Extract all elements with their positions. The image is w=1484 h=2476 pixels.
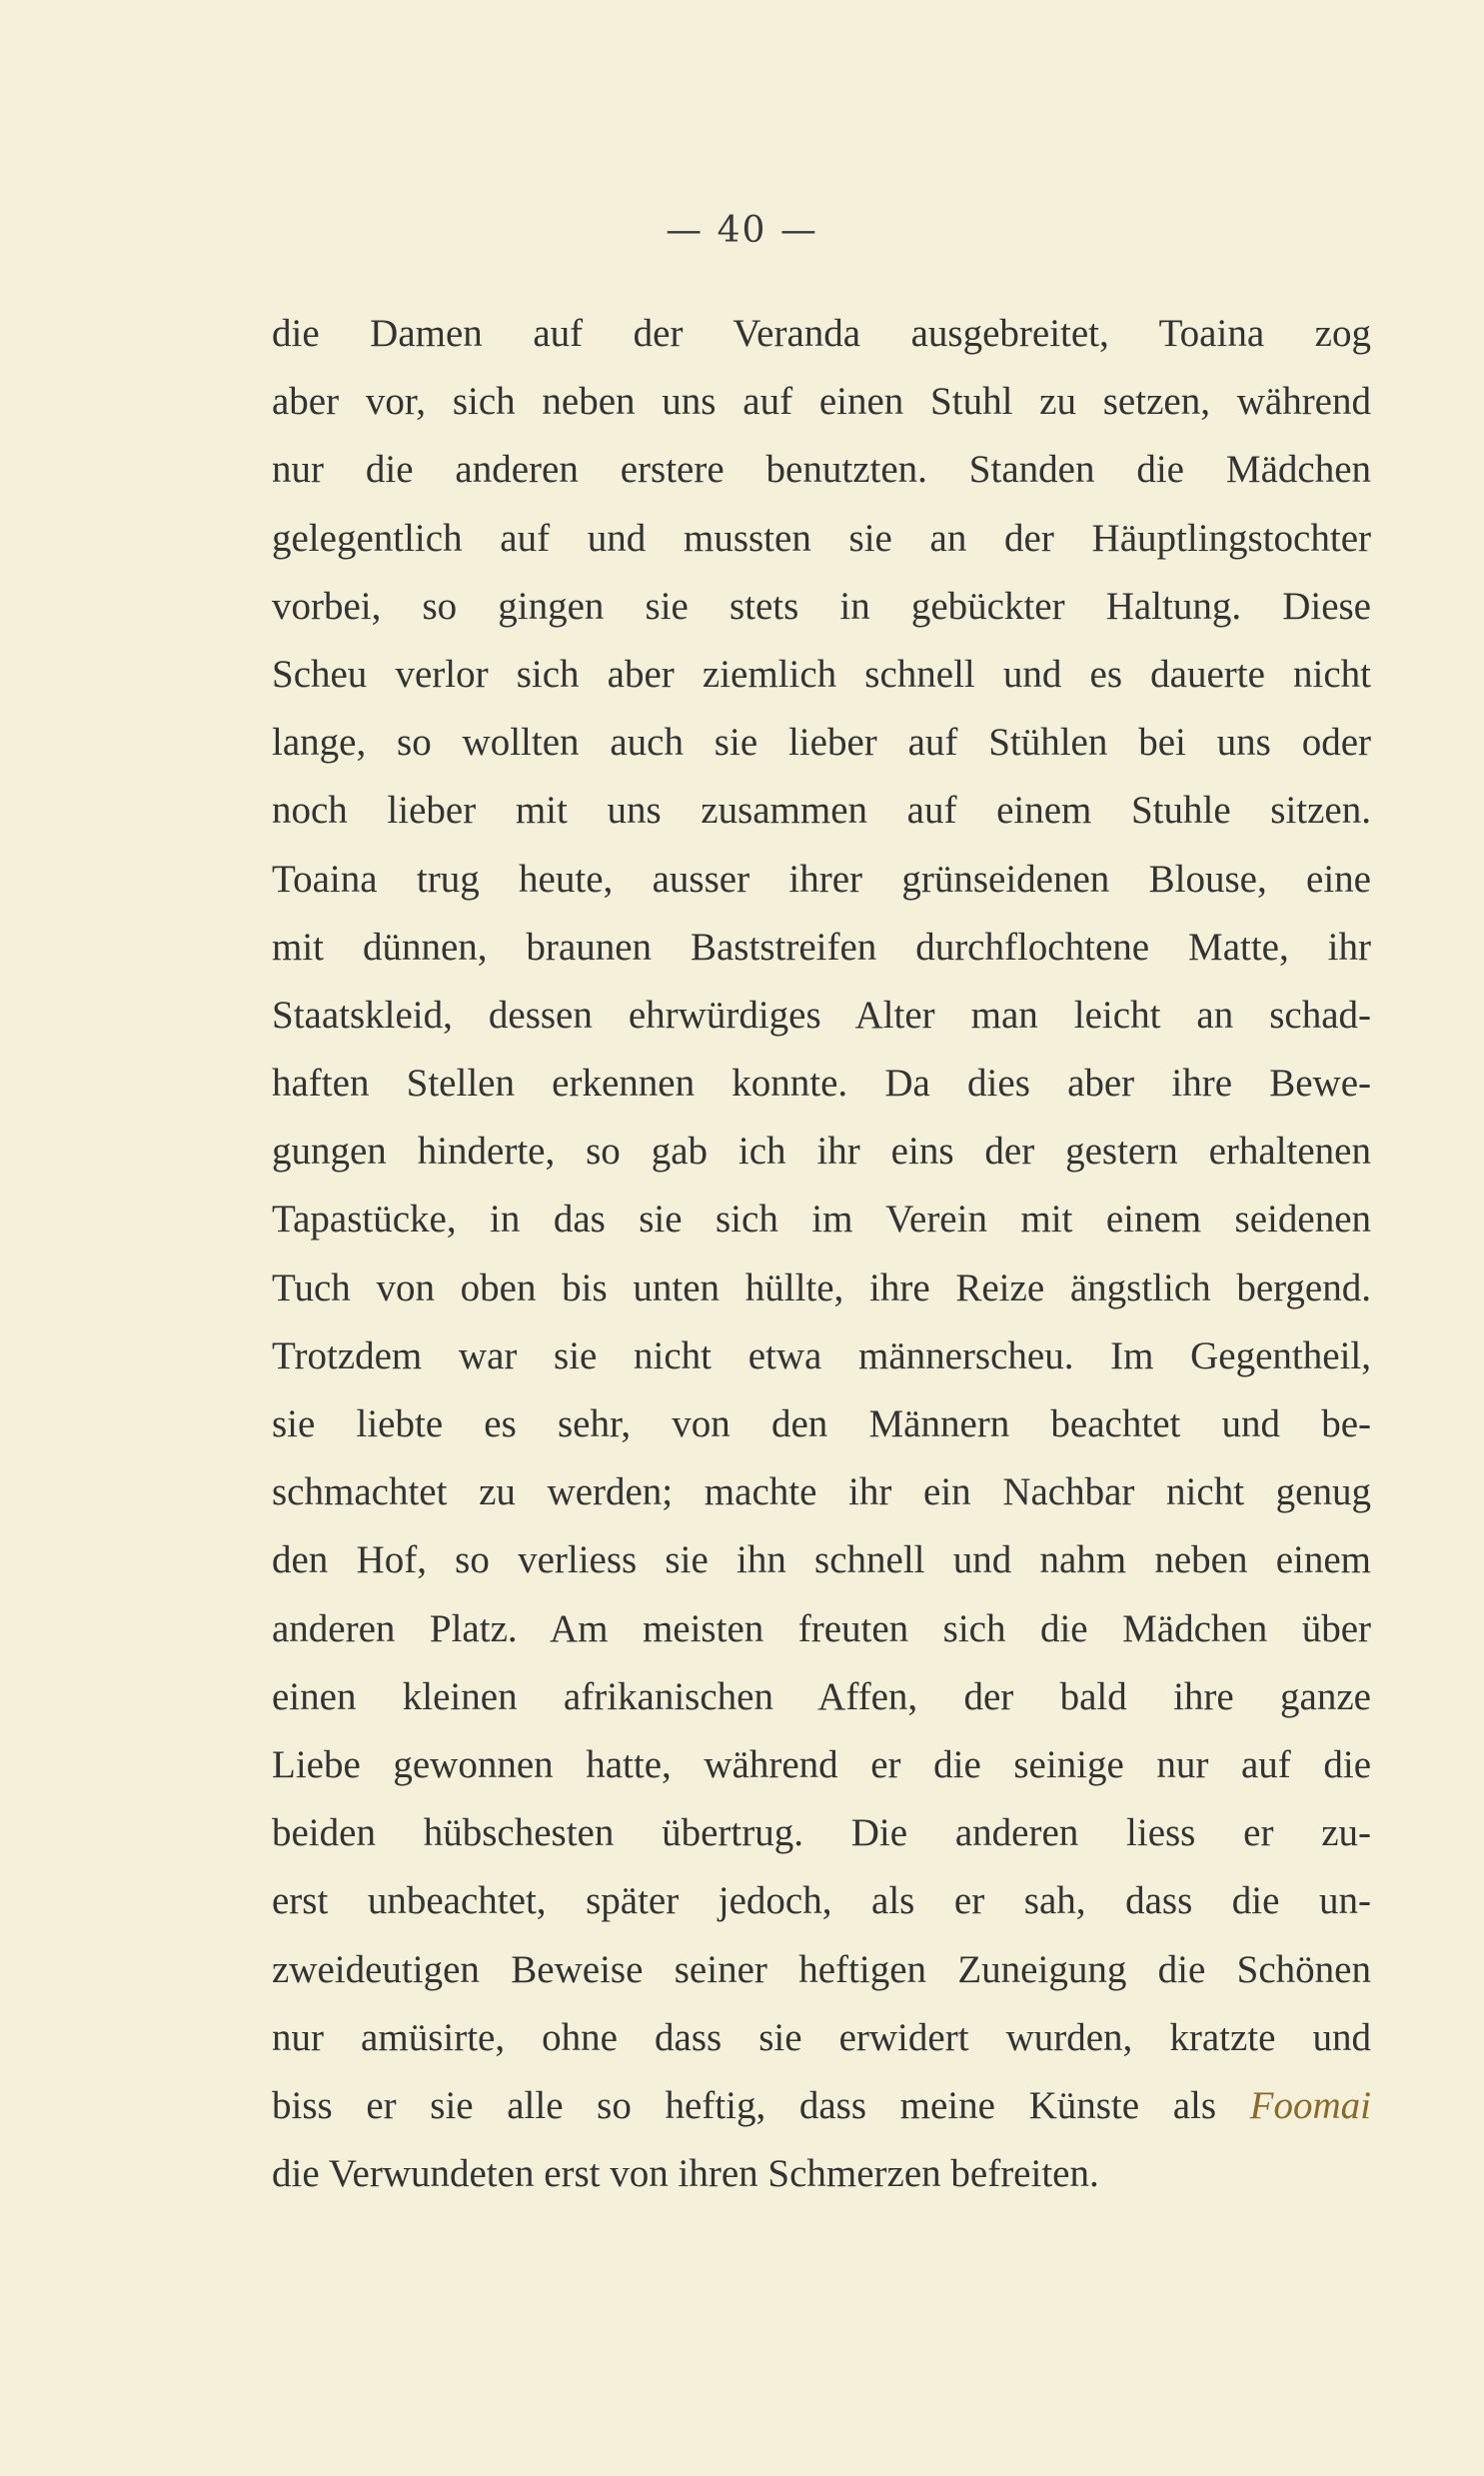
text-line: lange, so wollten auch sie lieber auf Stühlen bei uns oder bbox=[272, 721, 1371, 765]
text-line: nur amüsirte, ohne dass sie erwidert wurden, kratzte und bbox=[272, 2015, 1371, 2059]
text-line: Scheu verlor sich aber ziemlich schnell und es dauerte nicht bbox=[272, 652, 1371, 696]
text-line: sie liebte es sehr, von den Männern beachtet und be- bbox=[272, 1402, 1371, 1445]
text-line-final: die Verwundeten erst von ihren Schmerzen befreiten. bbox=[272, 2152, 1099, 2196]
text-line: mit dünnen, braunen Baststreifen durchflochtene Matte, ihr bbox=[272, 925, 1371, 969]
text-span: biss er sie alle so heftig, dass meine Künste als bbox=[272, 2083, 1217, 2127]
text-line: nur die anderen erstere benutzten. Standen die Mädchen bbox=[272, 448, 1371, 492]
text-line: den Hof, so verliess sie ihn schnell und nahm neben einem bbox=[272, 1538, 1371, 1582]
text-line-with-italic bbox=[272, 2072, 1371, 2140]
text-line: gelegentlich auf und mussten sie an der Häuptlingstochter bbox=[272, 516, 1371, 560]
text-line: noch lieber mit uns zusammen auf einem Stuhle sitzen. bbox=[272, 789, 1371, 833]
text-line: aber vor, sich neben uns auf einen Stuhl zu setzen, während bbox=[272, 380, 1371, 424]
text-line: beiden hübschesten übertrug. Die anderen liess er zu- bbox=[272, 1811, 1371, 1855]
text-line: zweideutigen Beweise seiner heftigen Zuneigung die Schönen bbox=[272, 1947, 1371, 1991]
text-line: einen kleinen afrikanischen Affen, der bald ihre ganze bbox=[272, 1674, 1371, 1718]
italic-word: Foomai bbox=[1249, 2083, 1371, 2127]
text-line: Tuch von oben bis unten hüllte, ihre Reize ängstlich bergend. bbox=[272, 1265, 1371, 1309]
body-text bbox=[272, 300, 1371, 2208]
text-line: gungen hinderte, so gab ich ihr eins der gestern erhaltenen bbox=[272, 1130, 1371, 1174]
text-line: die Damen auf der Veranda ausgebreitet, Toaina zog bbox=[272, 312, 1371, 355]
text-line: anderen Platz. Am meisten freuten sich die Mädchen über bbox=[272, 1606, 1371, 1650]
text-line: vorbei, so gingen sie stets in gebückter Haltung. Diese bbox=[272, 584, 1371, 628]
text-line: erst unbeachtet, später jedoch, als er sah, dass die un- bbox=[272, 1879, 1371, 1923]
text-line: Tapastücke, in das sie sich im Verein mit einem seidenen bbox=[272, 1198, 1371, 1241]
page-number: — 40 — bbox=[666, 210, 818, 251]
text-line: Toaina trug heute, ausser ihrer grünseidenen Blouse, eine bbox=[272, 857, 1371, 901]
text-line: Liebe gewonnen hatte, während er die seinige nur auf die bbox=[272, 1742, 1371, 1786]
text-line: schmachtet zu werden; machte ihr ein Nachbar nicht genug bbox=[272, 1470, 1371, 1514]
text-line: Staatskleid, dessen ehrwürdiges Alter man leicht an schad- bbox=[272, 993, 1371, 1037]
text-line: haften Stellen erkennen konnte. Da dies aber ihre Bewe- bbox=[272, 1062, 1371, 1106]
text-line: Trotzdem war sie nicht etwa männerscheu. Im Gegentheil, bbox=[272, 1333, 1371, 1377]
